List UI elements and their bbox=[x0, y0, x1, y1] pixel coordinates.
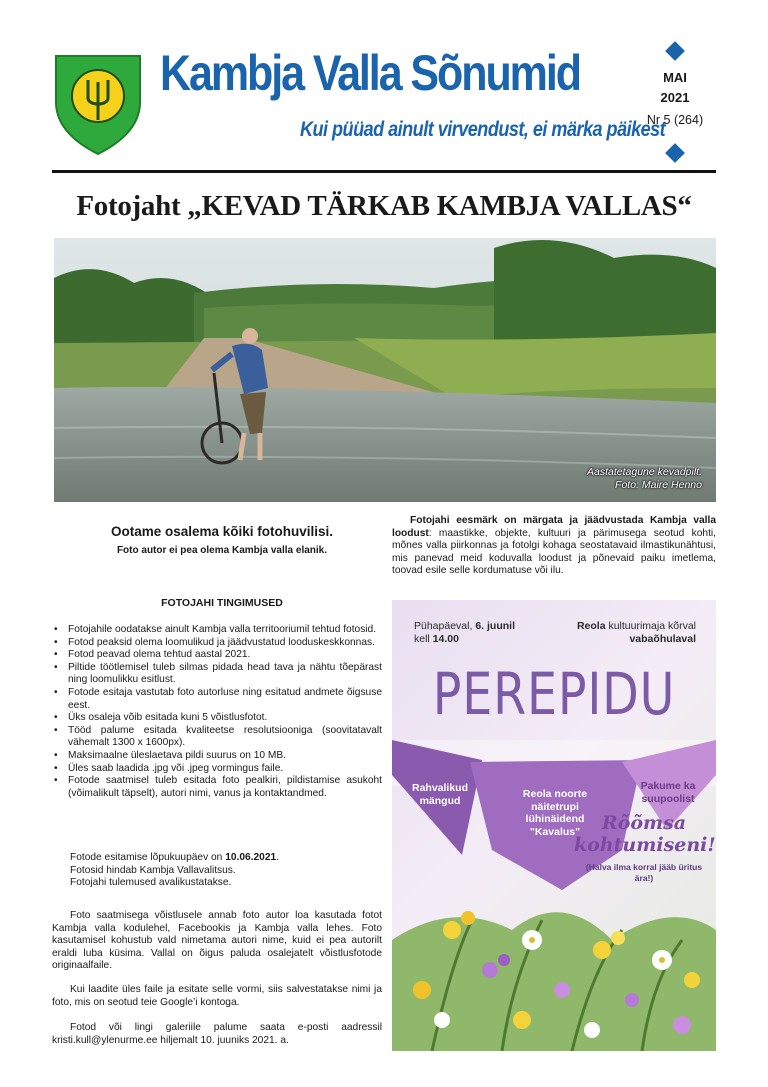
article-photo bbox=[54, 238, 716, 502]
deadline-block: Fotode esitamise lõpukuupäev on 10.06.2021. Fotosid hindab Kambja Vallavalitsus. Fotojahi tulemused avalikustatakse. bbox=[70, 852, 280, 889]
poster-flag-games: Rahvalikud mängud bbox=[411, 782, 469, 807]
diamond-icon bbox=[665, 41, 685, 61]
newspaper-title: Kambja Valla Sõnumid bbox=[160, 45, 580, 101]
list-item: • Fotode esitaja vastutab foto autorluse ning esitatud andmete õigsuse eest. bbox=[52, 687, 382, 712]
list-item: • Piltide töötlemisel tuleb silmas pidada head tava ja nähtu tõepärast ning loomulikku esitlust. bbox=[52, 662, 382, 687]
goal-paragraph: Fotojahi eesmärk on märgata ja jäädvustada Kambja valla loodust: maastikke, objekte, kultuuri ja pärimusega seotud kohti, mõnes valla piirkonnas ja fotolgi kohaga seostatavaid ilmastikunähtusi, mis panevad meid koduvalla loodust ja põnevaid paiku imetlema, toovad esile selle kordumatuse või ilu. bbox=[392, 515, 716, 577]
list-item: • Fotod peavad olema tehtud aastal 2021. bbox=[52, 649, 382, 662]
poster-venue: Reola kultuurimaja kõrval vabaõhulaval bbox=[576, 620, 696, 645]
diamond-icon bbox=[665, 143, 685, 163]
list-item: • Fotod peaksid olema loomulikud ja jäädvustatud looduskeskkonnas. bbox=[52, 637, 382, 650]
municipality-crest-icon bbox=[52, 52, 144, 156]
issue-month: MAI bbox=[663, 70, 687, 85]
poster-date: Pühapäeval, 6. juunil kell 14.00 bbox=[414, 620, 515, 645]
list-item: • Fotojahile oodatakse ainult Kambja valla territooriumil tehtud fotosid. bbox=[52, 624, 382, 637]
list-item: • Maksimaalne üleslaetava pildi suurus on 10 MB. bbox=[52, 750, 382, 763]
issue-number: Nr 5 (264) bbox=[646, 113, 704, 127]
list-item: • Üles saab laadida .jpg või .jpeg vormingus faile. bbox=[52, 763, 382, 776]
poster-weather-note: (Halva ilma korral jääb üritus ära!) bbox=[585, 862, 703, 883]
photo-caption: Aastatetagune kevadpilt. Foto: Maire Henno bbox=[587, 466, 702, 491]
intro-heading: Ootame osalema kõiki fotohuvilisi. bbox=[110, 524, 334, 539]
list-item: • Üks osaleja võib esitada kuni 5 võistlusfotot. bbox=[52, 712, 382, 725]
contact-paragraph: Fotod või lingi galeriile palume saata e-posti aadressil kristi.kull@ylenurme.ee hiljemalt 10. juuniks 2021. a. bbox=[52, 1022, 382, 1046]
list-item: • Tööd palume esitada kvaliteetse resolutsiooniga (soovitatavalt vähemalt 1300 x 1600px). bbox=[52, 725, 382, 750]
deadline-date: 10.06.2021 bbox=[225, 852, 277, 863]
poster-flag-food: Pakume ka suupoolist bbox=[640, 780, 696, 805]
intro-subheading: Foto autor ei pea olema Kambja valla elanik. bbox=[116, 545, 328, 556]
rules-list bbox=[52, 624, 382, 800]
issue-box bbox=[632, 40, 718, 162]
poster-flag-play: Reola noorte näitetrupi lühinäidend "Kavalus" bbox=[522, 788, 588, 838]
usage-rights-paragraph: Foto saatmisega võistlusele annab foto autor loa kasutada fotot Kambja valla kodulehel, Facebookis ja Kambja valla lehes. Foto kasutamisel kohustub vald nimetama autori nime, kuid ei pea autorilt eraldi luba küsima. Vallal on õigus paluda osalejatelt võistlusfotode originaalfaile. bbox=[52, 910, 382, 972]
rules-heading: FOTOJAHI TINGIMUSED bbox=[161, 597, 283, 609]
wildflowers-icon bbox=[392, 911, 716, 1051]
list-item: • Fotode saatmisel tuleb esitada foto pealkiri, pildistamise asukoht (võimalikult täpselt), autori nimi, vanus ja kontaktandmed. bbox=[52, 775, 382, 800]
newspaper-slogan: Kui püüad ainult virvendust, ei märka päikest bbox=[300, 118, 666, 141]
poster-greeting: Rõõmsa kohtumiseni! bbox=[574, 812, 716, 856]
event-poster bbox=[392, 600, 716, 1051]
poster-title: PEREPIDU bbox=[432, 660, 676, 728]
article-headline: Fotojaht „KEVAD TÄRKAB KAMBJA VALLAS“ bbox=[76, 190, 692, 222]
issue-year: 2021 bbox=[660, 90, 690, 105]
masthead-divider bbox=[52, 170, 716, 173]
upload-paragraph: Kui laadite üles faile ja esitate selle vormi, siis salvestatakse nimi ja foto, mis on seotud teie Google’i kontoga. bbox=[52, 984, 382, 1008]
